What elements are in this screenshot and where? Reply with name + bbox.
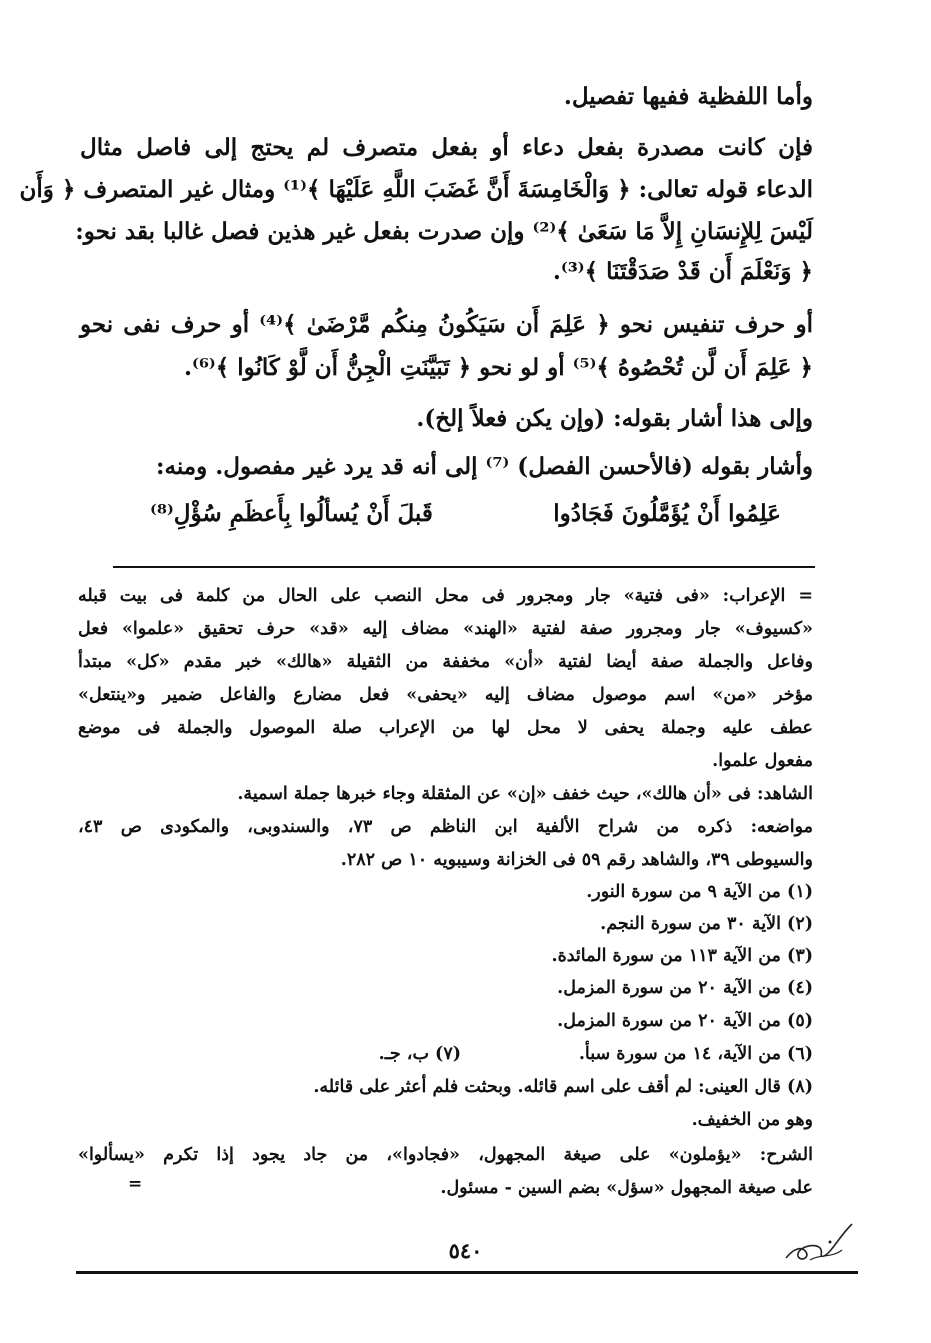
- footnote-line: وفاعل والجملة صفة أيضا لفتية «أن» مخففة من الثقيلة «هالك» خبر مقدم «كل» مبتدأ: [78, 652, 813, 672]
- footnote-line: مفعول علموا.: [712, 751, 813, 771]
- main-line-7: ﴿ عَلِمَ أَن لَّن تُحْصُوهُ ﴾⁽⁵⁾ أو لو نحو ﴿ تَبَيَّنَتِ الْجِنُّ أَن لَّوْ كَانُوا ﴾⁽⁶⁾.: [183, 354, 813, 381]
- handwritten-signature-icon: [780, 1218, 860, 1268]
- footnote-line: الشرح: «يؤملون» على صيغة المجهول، «فجادوا»، من جاد يجود إذا تكرم «يسألوا»: [78, 1145, 813, 1165]
- poem-verse: [150, 500, 781, 540]
- footnote-line: على صيغة المجهول «سؤل» بضم السين - مسئول.: [440, 1178, 813, 1198]
- continuation-mark: =: [128, 1174, 143, 1194]
- footnote-line: الشاهد: فى «أن هالك»، حيث خفف «إن» عن المثقلة وجاء خبرها جملة اسمية.: [237, 784, 813, 804]
- main-line-6: أو حرف تنفيس نحو ﴿ عَلِمَ أَن سَيَكُونُ مِنكُم مَّرْضَىٰ ﴾⁽⁴⁾ أو حرف نفى نحو: [80, 311, 813, 338]
- main-line-8: وإلى هذا أشار بقوله: (وإن يكن فعلاً إلخ).: [416, 405, 813, 432]
- footnote-line: مؤخر «من» اسم موصول مضاف إليه «يحفى» فعل مضارع والفاعل ضمير و«ينتعل»: [78, 685, 813, 705]
- footnote-item-8: (٨) قال العينى: لم أقف على اسم قائله. وبحثت فلم أعثر على قائله.: [313, 1077, 813, 1097]
- footnote-item-1: (١) من الآية ٩ من سورة النور.: [586, 882, 813, 902]
- bottom-rule: [76, 1271, 858, 1274]
- footnote-line: وهو من الخفيف.: [691, 1110, 813, 1130]
- footnote-item-3: (٣) من الآية ١١٣ من سورة المائدة.: [551, 946, 813, 966]
- main-line-3: الدعاء قوله تعالى: ﴿ وَالْخَامِسَةَ أَنَّ غَضَبَ اللَّهِ عَلَيْهَا ﴾⁽¹⁾ ومثال غير المتصرف ﴿ وَأَن: [19, 176, 813, 203]
- footnote-line: والسيوطى ٣٩، والشاهد رقم ٥٩ فى الخزانة وسيبويه ١٠ ص ٢٨٢.: [340, 850, 813, 870]
- main-line-2: فإن كانت مصدرة بفعل دعاء أو بفعل متصرف لم يحتج إلى فاصل مثال: [80, 134, 813, 161]
- footnote-separator: [113, 566, 815, 568]
- page-number: ٥٤٠: [448, 1238, 483, 1263]
- footnote-line: عطف عليه وجملة يحفى لا محل لها من الإعراب صلة الموصول والجملة فى موضع: [78, 718, 813, 738]
- poem-hemistich-2: قَبلَ أَنْ يُسألُوا بِأَعظَمِ سُؤْلِ⁽⁸⁾: [150, 500, 433, 527]
- footnote-item-7: (٧) ب، جـ.: [378, 1044, 461, 1064]
- main-line-9: وأشار بقوله (فالأحسن الفصل) ⁽⁷⁾ إلى أنه قد يرد غير مفصول. ومنه:: [156, 453, 813, 480]
- footnote-line: مواضعه: ذكره من شراح الألفية ابن الناظم ص ٧٣، والسندوبى، والمكودى ص ٤٣،: [78, 817, 813, 837]
- footnote-line: = الإعراب: «فى فتية» جار ومجرور فى محل النصب على الحال من كلمة فى بيت قبله: [78, 586, 813, 606]
- main-line-1: وأما اللفظية ففيها تفصيل.: [563, 83, 813, 110]
- footnote-item-2: (٢) الآية ٣٠ من سورة النجم.: [600, 914, 813, 934]
- poem-hemistich-1: عَلِمُوا أَنْ يُؤَمَّلُونَ فَجَادُوا: [553, 500, 781, 527]
- footnote-item-6: (٦) من الآية، ١٤ من سورة سبأ.: [578, 1044, 813, 1064]
- footnote-item-5: (٥) من الآية ٢٠ من سورة المزمل.: [557, 1011, 813, 1031]
- footnote-item-4: (٤) من الآية ٢٠ من سورة المزمل.: [557, 978, 813, 998]
- main-line-5: ﴿ وَنَعْلَمَ أَن قَدْ صَدَقْتَنَا ﴾⁽³⁾.: [552, 258, 813, 285]
- footnote-line: «كسيوف» جار ومجرور صفة لفتية «الهند» مضاف إليه «قد» حرف تحقيق «علموا» فعل: [78, 619, 813, 639]
- main-line-4: لَيْسَ لِلإِنسَانِ إِلاَّ مَا سَعَىٰ ﴾⁽²⁾ وإن صدرت بفعل غير هذين فصل غالبا بقد نحو:: [75, 218, 813, 245]
